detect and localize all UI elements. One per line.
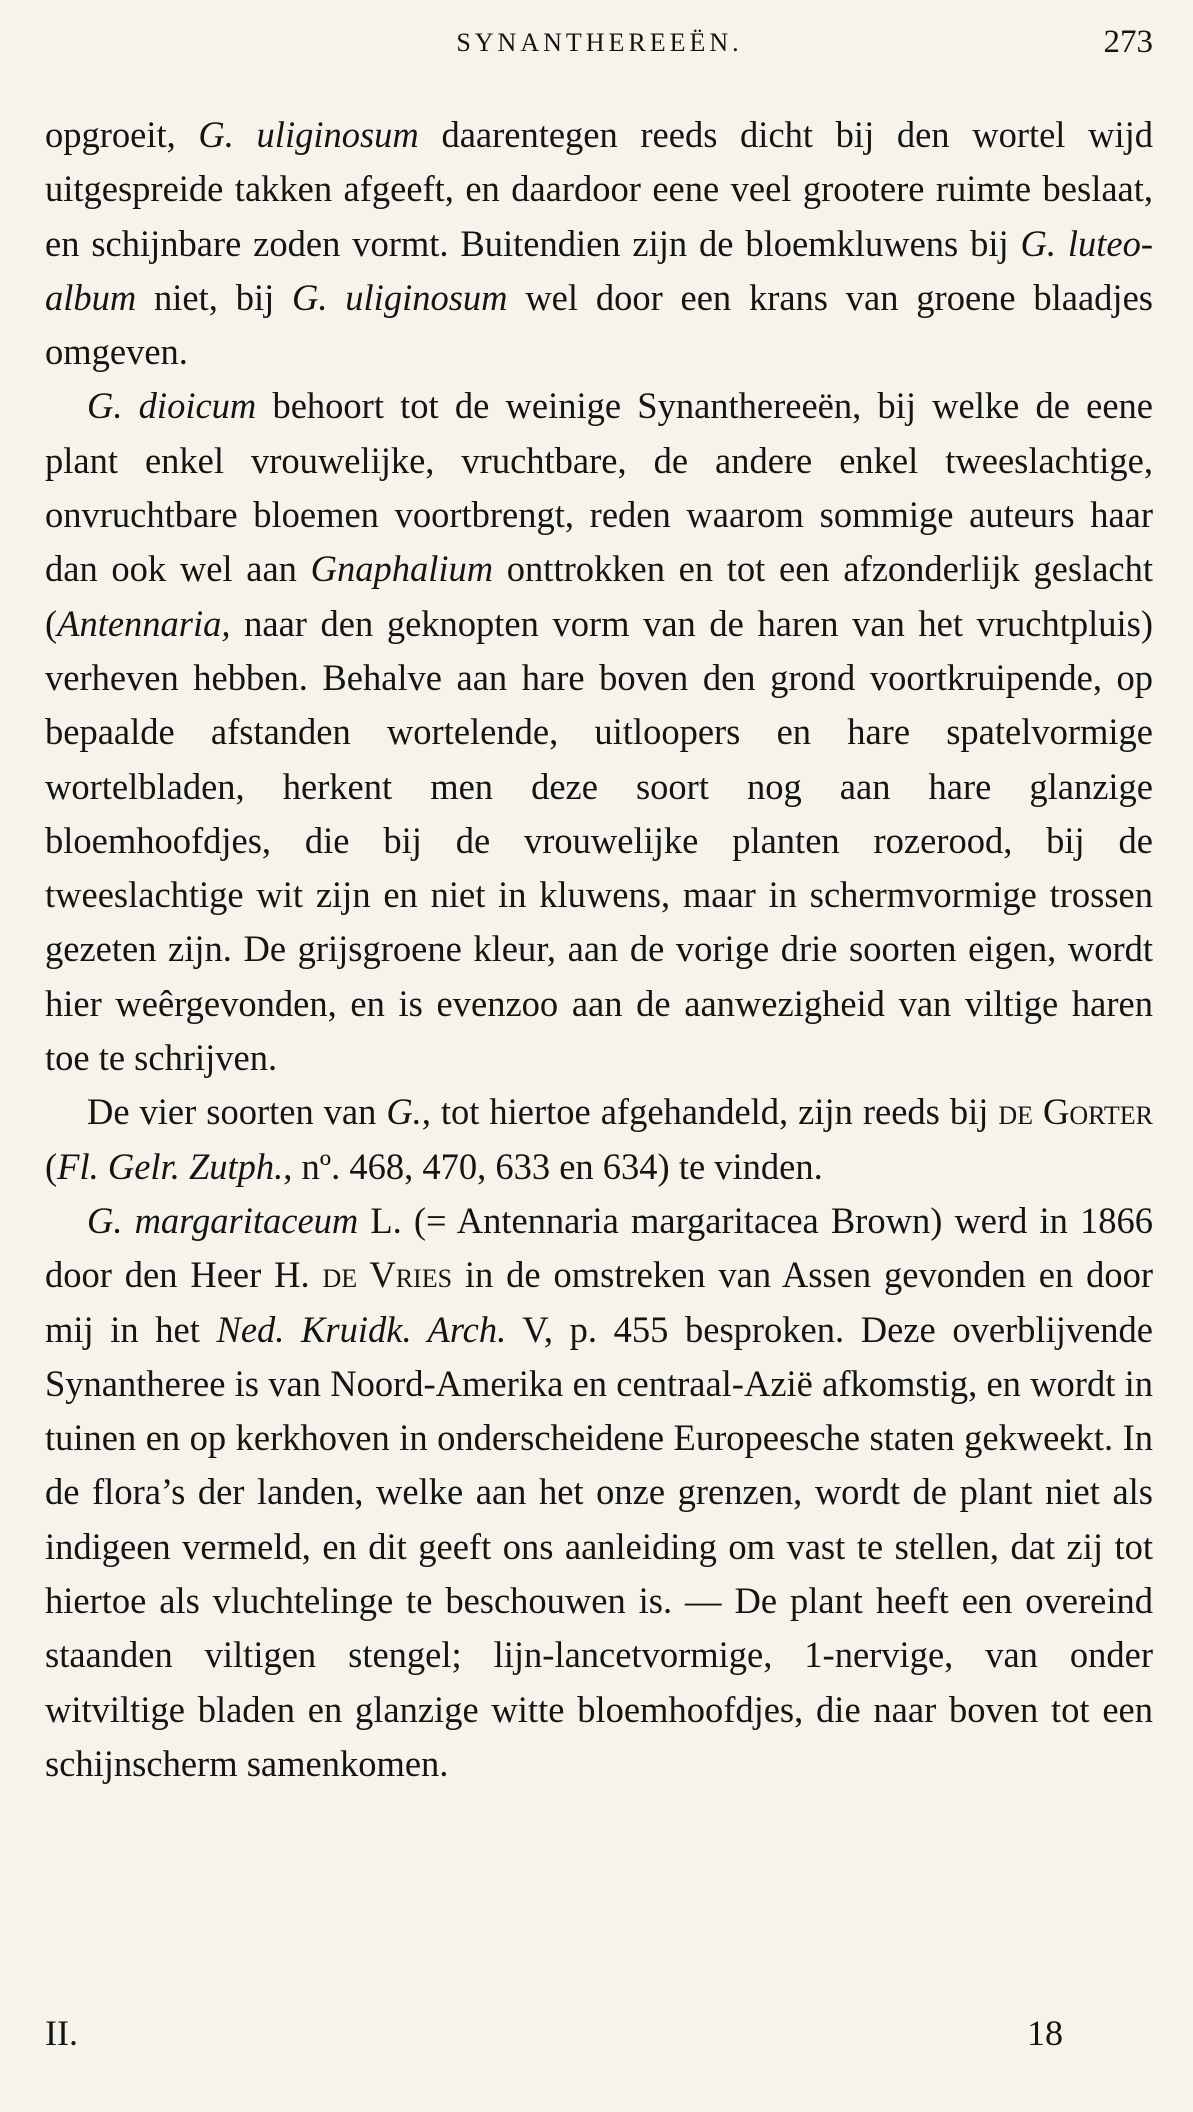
text-run: De vier soorten van <box>87 1091 387 1133</box>
body-text <box>45 108 1153 1791</box>
text-run: behoort tot de weinige Synanthereeën, bij welke de eene plant enkel vrouwelijke, vruchtbare, de andere enkel tweeslachtige, onvruchtbare bloemen voortbrengt, reden waarom sommige auteurs haar dan ook wel aan <box>45 385 1154 590</box>
paragraph-2 <box>45 379 1153 1085</box>
text-run: ( <box>45 1145 58 1187</box>
reference-title: Fl. Gelr. Zutph. <box>57 1145 284 1187</box>
species-name: G. margaritaceum <box>87 1199 359 1241</box>
paragraph-3 <box>45 1085 1153 1194</box>
text-run: opgroeit, <box>45 114 199 155</box>
species-name: G. uliginosum <box>292 276 508 318</box>
text-run: onttrokken en tot een afzonderlijk geslacht ( <box>45 548 1153 644</box>
paragraph-1 <box>45 108 1153 379</box>
sheet-signature: 18 <box>1027 2013 1063 2053</box>
volume-signature: II. <box>45 2013 78 2053</box>
species-name: G. dioicum <box>87 385 257 427</box>
genus-abbrev: G. <box>386 1091 422 1133</box>
page-footer <box>45 2012 1153 2062</box>
reference-title: Ned. Kruidk. Arch. <box>216 1308 507 1350</box>
text-run: in de omstreken van Assen gevonden en door mij in het <box>45 1254 1154 1350</box>
author-name: de Gorter <box>998 1091 1153 1133</box>
species-name: G. uliginosum <box>198 114 419 155</box>
text-run: , nº. 468, 470, 633 en 634) te vinden. <box>283 1145 823 1187</box>
text-run: naar den geknopten vorm van de haren van het vruchtpluis) verheven hebben. Behalve aan hare boven den grond voortkruipende, op bepaalde afstanden wortelende, uitloopers en hare spatelvormige wortelbladen, herkent men deze soort nog aan hare glanzige bloemhoofdjes, die bij de vrouwelijke planten rozerood, bij de tweeslachtige wit zijn en niet in kluwens, maar in schermvormige trossen gezeten zijn. De grijsgroene kleur, aan de vorige drie soorten eigen, wordt hier weêrgevonden, en is evenzoo aan de aanwezigheid van viltige haren toe te schrijven. <box>45 602 1153 1079</box>
text-run: daarentegen reeds dicht bij den wortel wijd uitgespreide takken afgeeft, en daardoor eene veel grootere ruimte beslaat, en schijnbare zoden vormt. Buitendien zijn de bloemkluwens bij <box>45 114 1153 264</box>
running-head: SYNANTHEREEËN. <box>456 28 743 57</box>
paragraph-4 <box>45 1194 1153 1791</box>
author-name: de Vries <box>322 1254 453 1296</box>
page-number: 273 <box>1103 24 1153 60</box>
text-run: , tot hiertoe afgehandeld, zijn reeds bij <box>421 1091 999 1133</box>
page-header <box>46 24 1153 64</box>
text-run: wel door een krans van groene blaadjes omgeven. <box>45 276 1153 373</box>
genus-name: Gnaphalium <box>310 548 494 590</box>
text-run: niet, bij <box>136 276 293 318</box>
text-run: L. (= Antennaria margaritacea Brown) werd in 1866 door den Heer H. <box>45 1199 1153 1296</box>
genus-name: Antennaria, <box>57 602 231 644</box>
species-name: G. luteo-album <box>45 222 1153 318</box>
text-run: V, p. 455 besproken. Deze overblijvende Synantheree is van Noord-Amerika en centraal-Azië afkomstig, en wordt in tuinen en op kerkhoven in onderscheidene Europeesche staten gekweekt. In de flora’s der landen, welke aan het onze grenzen, wordt de plant niet als indigeen vermeld, en dit geeft ons aanleiding om vast te stellen, dat zij tot hiertoe als vluchtelinge te beschouwen is. — De plant heeft een overeind staanden viltigen stengel; lijn-lancetvormige, 1-nervige, van onder witviltige bladen en glanzige witte bloemhoofdjes, die naar boven tot een schijnscherm samenkomen. <box>45 1308 1154 1784</box>
